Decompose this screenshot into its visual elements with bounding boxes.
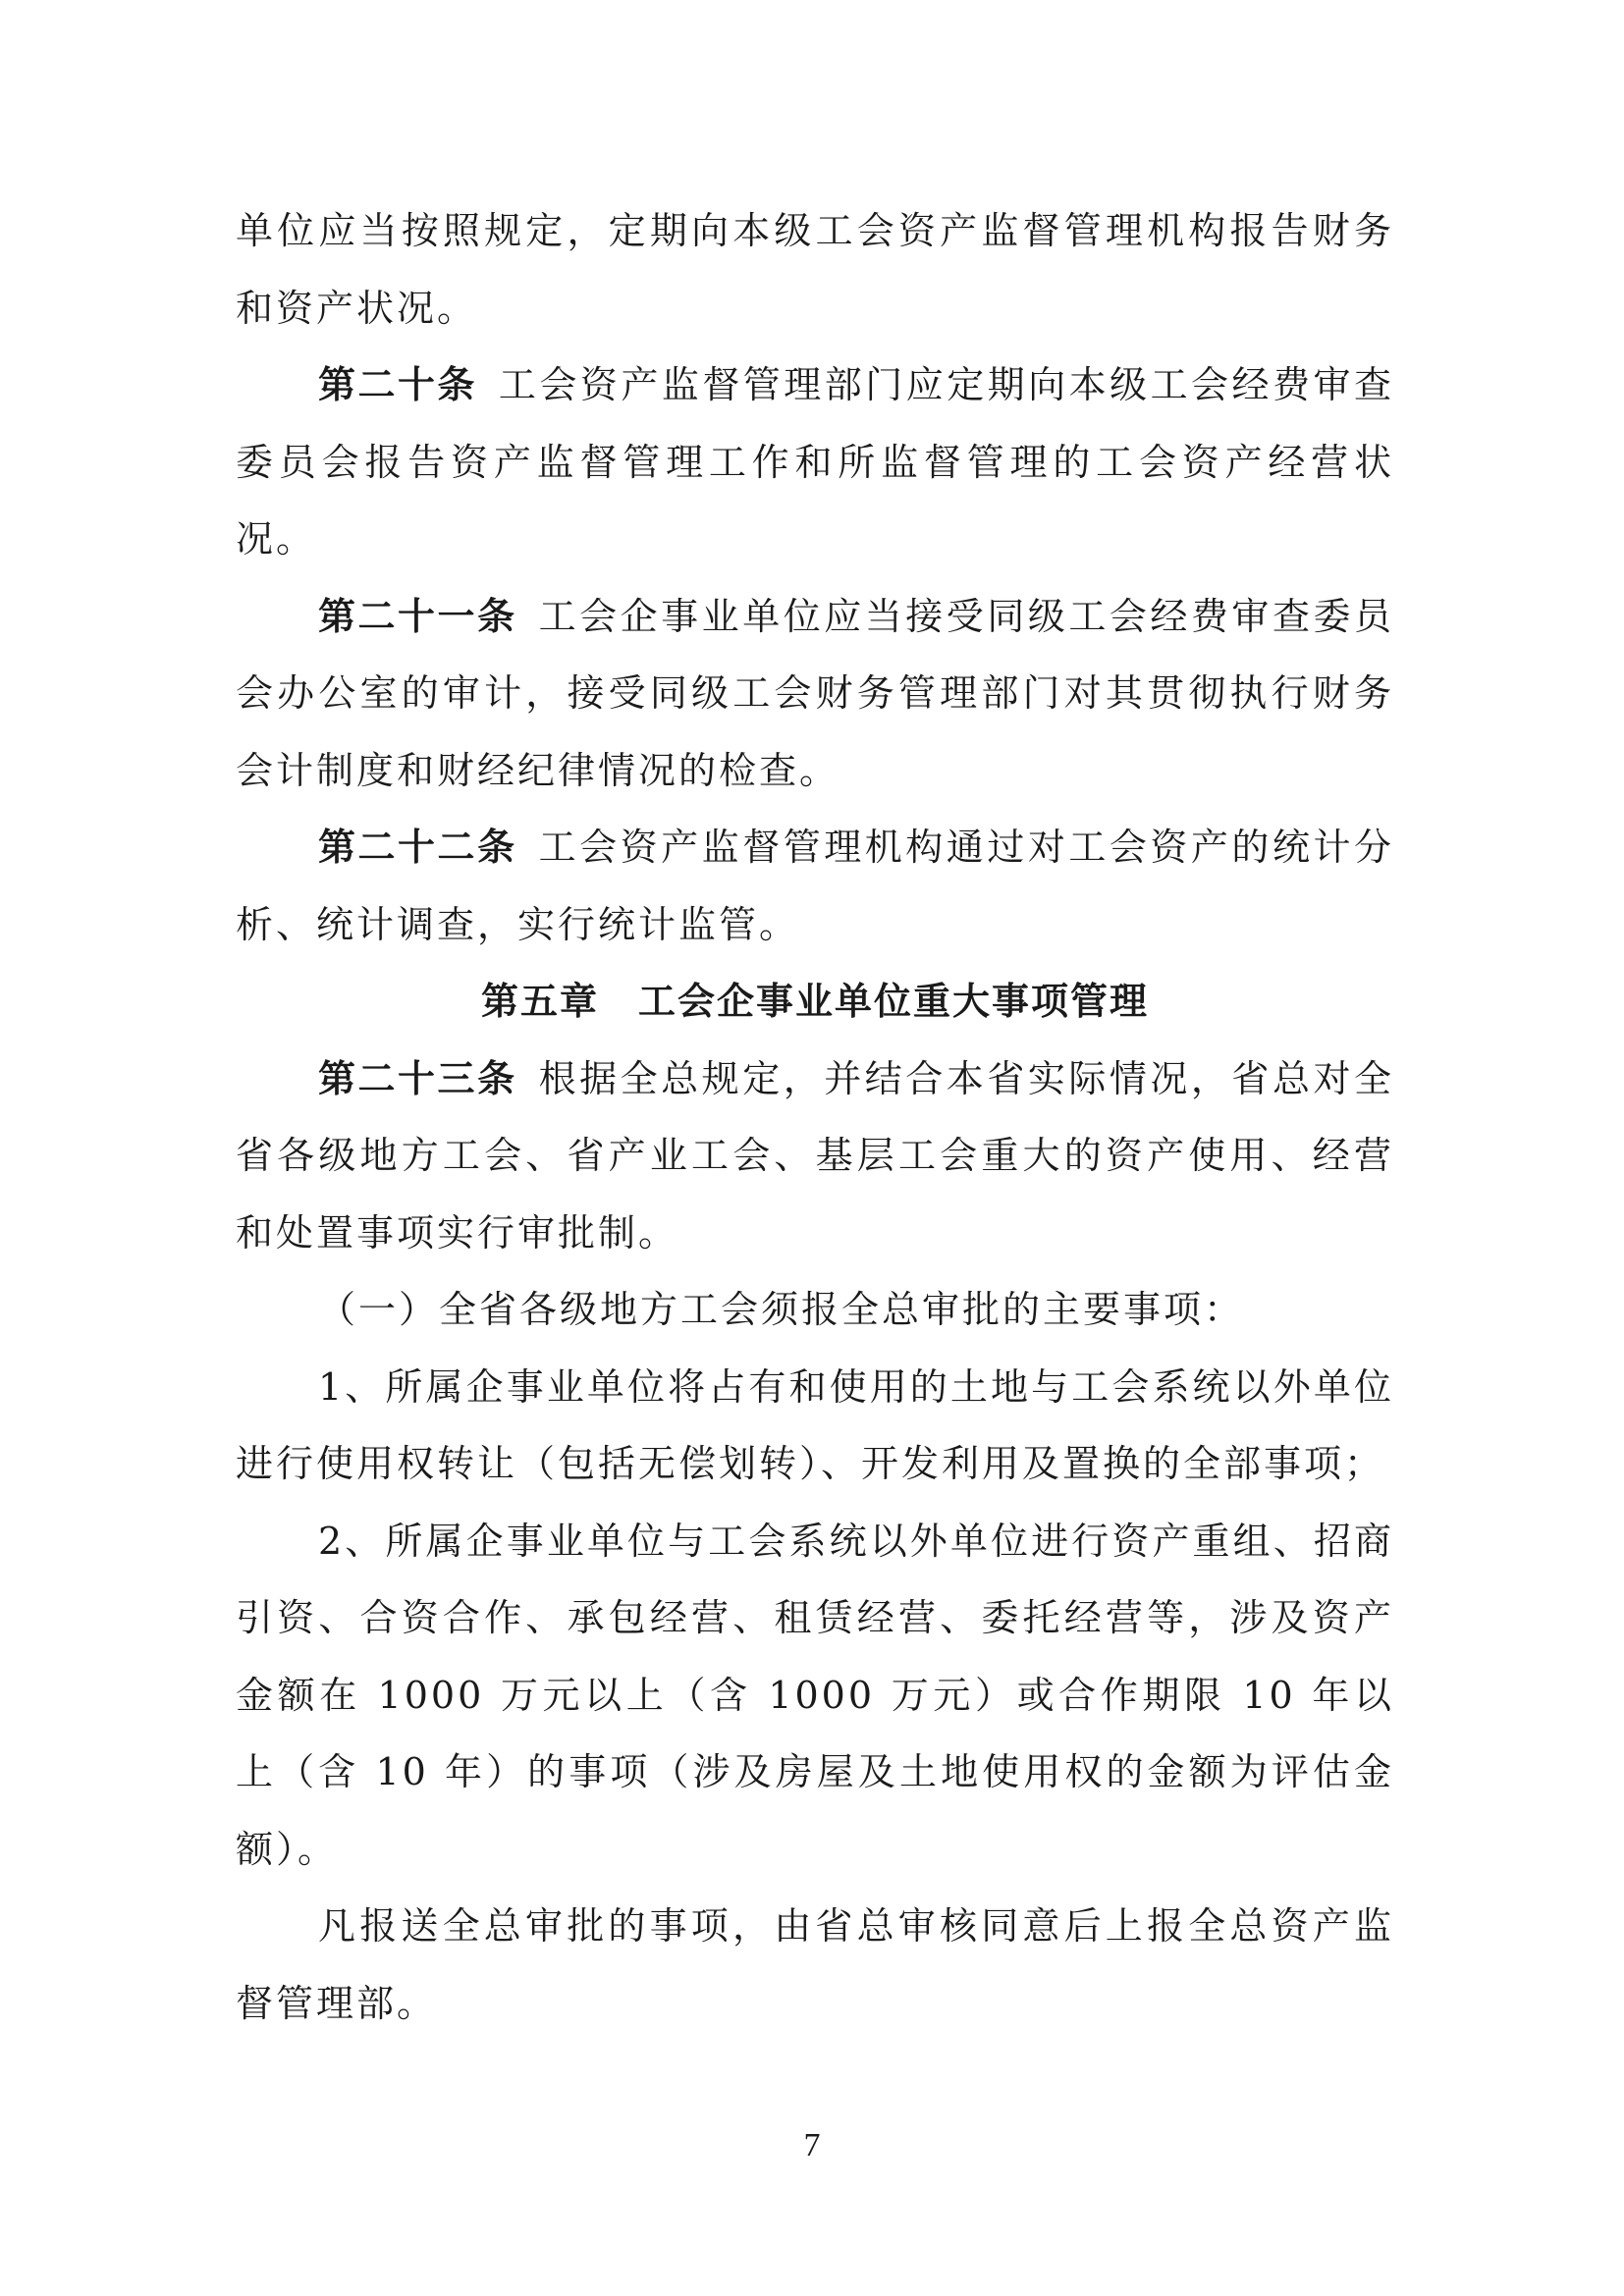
list-item-2: 2、所属企事业单位与工会系统以外单位进行资产重组、招商引资、合资合作、承包经营、租赁经营、委托经营等，涉及资产金额在 1000 万元以上（含 1000 万元）或合作期限 10 年以上（含 10 年）的事项（涉及房屋及土地使用权的金额为评估金额）。 [236, 1519, 1394, 1871]
paragraph-continuation: 单位应当按照规定，定期向本级工会资产监督管理机构报告财务和资产状况。 [236, 209, 1394, 330]
page-number: 7 [803, 2127, 821, 2163]
article-number: 第二十三条 [318, 1056, 517, 1100]
article-22 [236, 809, 1394, 963]
list-item-1: 1、所属企事业单位将占有和使用的土地与工会系统以外单位进行使用权转让（包括无偿划转）、开发利用及置换的全部事项； [236, 1364, 1394, 1485]
chapter-heading: 第五章 工会企事业单位重大事项管理 [480, 980, 1149, 1023]
article-text: 根据全总规定，并结合本省实际情况，省总对全省各级地方工会、省产业工会、基层工会重大的资产使用、经营和处置事项实行审批制。 [236, 1056, 1394, 1255]
list-heading: （一）全省各级地方工会须报全总审批的主要事项： [318, 1288, 1245, 1331]
article-21 [236, 578, 1394, 810]
article-text: 工会资产监督管理部门应定期向本级工会经费审查委员会报告资产监督管理工作和所监督管理的工会资产经营状况。 [236, 363, 1394, 561]
article-number: 第二十条 [318, 363, 477, 406]
article-text: 工会资产监督管理机构通过对工会资产的统计分析、统计调查，实行统计监管。 [236, 826, 1394, 946]
article-number: 第二十二条 [318, 826, 517, 869]
document-body [236, 192, 1394, 2042]
article-20 [236, 347, 1394, 578]
article-23 [236, 1041, 1394, 1272]
article-number: 第二十一条 [318, 594, 517, 638]
paragraph-final: 凡报送全总审批的事项，由省总审核同意后上报全总资产监督管理部。 [236, 1904, 1394, 2025]
article-text: 工会企事业单位应当接受同级工会经费审查委员会办公室的审计，接受同级工会财务管理部门对其贯彻执行财务会计制度和财经纪律情况的检查。 [236, 594, 1394, 792]
